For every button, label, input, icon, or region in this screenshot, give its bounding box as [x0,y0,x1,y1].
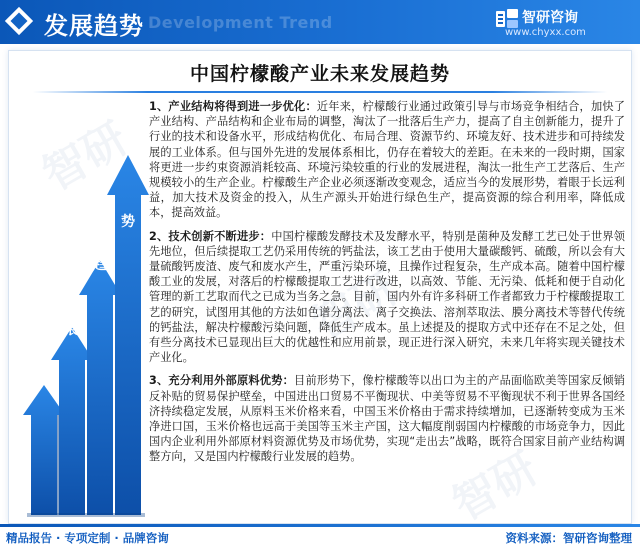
arrow-step-3 [79,260,121,515]
brand-name: 智研咨询 [522,10,578,26]
paragraph-body: 目前形势下，像柠檬酸等以出口为主的产品面临欧美等国家反倾销反补贴的贸易保护壁垒，中国进出口贸易不平衡现状、中美等贸易不平衡现状不利于世界各国经济持续稳定发展，从原料玉米价格来看，中国玉米价格由于需求持续增加，已逐渐转变成为玉米净进口国，玉米价格也远高于美国等玉米主产国，这大幅度削弱国内柠檬酸的市场竞争力，因此国内企业利用外部原材料资源优势及市场优势，实现“走出去”战略，既符合国家目前产业结构调整方向，又是国内柠檬酸行业发展的趋势。 [149,374,625,464]
trend-arrow-graphic [9,95,149,525]
diamond-icon [5,7,33,35]
paragraph-heading: 3、充分利用外部原料优势 [149,374,283,388]
footer-bar [0,524,640,548]
watermark: 智研 [444,442,547,531]
paragraph-heading: 2、技术创新不断进步 [149,229,260,243]
footer-source: 资料来源：智研咨询整理 [505,531,632,545]
footer-services: 精品报告 · 专项定制 · 品牌咨询 [6,531,169,545]
brand-logo [495,7,630,39]
arrow-step-1 [23,385,65,515]
watermark: 智研 [34,112,137,201]
title-divider [33,91,607,93]
arrow-step-4 [107,155,149,515]
footer-divider [0,524,640,527]
trend-paragraph-2: 2、技术创新不断进步：中国柠檬酸发酵技术及发酵水平，特别是菌种及发酵工艺已处于世界领先地位，但后续提取工艺仍采用传统的钙盐法，该工艺由于使用大量碳酸钙、硫酸，所以会有大量硫酸钙废渣、废气和废水产生，严重污染环境，且操作过程复杂，生产成本高。随着中国柠檬酸工业的发展，对落后的柠檬酸提取工艺进行改进，以高效、节能、无污染、低耗和便于自动化管理的新工艺取而代之已成为当务之急。目前，国内外有许多科研工作者都致力于柠檬酸提取工艺的研究，试图用其他的方法如色谱分离法、离子交换法、溶剂萃取法、膜分离技术等替代传统的钙盐法，解决柠檬酸污染问题，降低生产成本。虽上述提及的提取方式中还存在不足之处，但有些分离技术已显现出巨大的优越性和应用前景，现正进行深入研究，未来几年将实现关键技术产业化。 [149,229,625,365]
trend-text-block [149,99,625,473]
trend-paragraph-1: 1、产业结构将得到进一步优化：近年来，柠檬酸行业通过政策引导与市场竞争相结合，加快了产业结构、产品结构和企业布局的调整，淘汰了一批落后生产力，提高了自主创新能力，提升了行业的技术和设备水平，形成结构优化、布局合理、资源节约、环境友好、技术进步和可持续发展的工业体系。但与国外先进的发展体系相比，仍存在着较大的差距。在未来的一段时期，国家将更进一步约束资源消耗较高、环境污染较重的行业的发展进程，淘汰一批生产工艺落后、生产规模较小的生产企业。柠檬酸生产企业必须逐渐改变观念，适应当今的发展形势，着眼于长远利益，加大技术及资金的投入，从生产源头开始进行绿色生产，提高资源的综合利用率，降低成本，提高效益。 [149,100,625,220]
watermark: 智研 [304,262,407,351]
arrow-label-2: 展 [65,322,79,338]
arrow-label-1: 发 [37,372,51,388]
paragraph-body: 中国柠檬酸发酵技术及发酵水平，特别是菌种及发酵工艺已处于世界领先地位，但后续提取工艺仍采用传统的钙盐法，该工艺由于使用大量碳酸钙、硫酸，所以会有大量硫酸钙废渣、废气和废水产生，严重污染环境，且操作过程复杂，生产成本高。随着中国柠檬酸工业的发展，对落后的柠檬酸提取工艺进行改进，以高效、节能、无污染、低耗和便于自动化管理的新工艺取而代之已成为当务之急。目前，国内外有许多科研工作者都致力于柠檬酸提取工艺的研究，试图用其他的方法如色谱分离法、离子交换法、溶剂萃取法、膜分离技术等替代传统的钙盐法，解决柠檬酸污染问题，降低生产成本。虽上述提及的提取方式中还存在不足之处，但有些分离技术已显现出巨大的优越性和应用前景，现正进行深入研究，未来几年将实现关键技术产业化。 [149,229,625,365]
arrow-label-3: 趋 [93,257,107,273]
trend-paragraph-3: 3、充分利用外部原料优势：目前形势下，像柠檬酸等以出口为主的产品面临欧美等国家反倾销反补贴的贸易保护壁垒，中国进出口贸易不平衡现状、中美等贸易不平衡现状不利于世界各国经济持续稳定发展，从原料玉米价格来看，中国玉米价格由于需求持续增加，已逐渐转变成为玉米净进口国，玉米价格也远高于美国等玉米主产国，这大幅度削弱国内柠檬酸的市场竞争力，因此国内企业利用外部原材料资源优势及市场优势，实现“走出去”战略，既符合国家目前产业结构调整方向，又是国内柠檬酸行业发展的趋势。 [149,374,625,464]
card-title: 中国柠檬酸产业未来发展趋势 [189,63,450,85]
page-subtitle-en: Development Trend [148,13,333,32]
arrow-label-4: 势 [121,214,135,230]
content-card [8,50,632,531]
brand-url: www.chyxx.com [505,27,586,38]
paragraph-body: 近年来，柠檬酸行业通过政策引导与市场竞争相结合，加快了产业结构、产品结构和企业布局的调整，淘汰了一批落后生产力，提高了自主创新能力，提升了行业的技术和设备水平，形成结构优化、布局合理、资源节约、环境友好、技术进步和可持续发展的工业体系。但与国外先进的发展体系相比，仍存在着较大的差距。在未来的一段时期，国家将更进一步约束资源消耗较高、环境污染较重的行业的发展进程，淘汰一批生产工艺落后、生产规模较小的生产企业。柠檬酸生产企业必须逐渐改变观念，适应当今的发展形势，着眼于长远利益，加大技术及资金的投入，从生产源头开始进行绿色生产，提高资源的综合利用率，降低成本，提高效益。 [149,100,625,220]
header-bar [0,0,640,44]
page-title: 发展趋势 [44,12,144,40]
paragraph-heading: 1、产业结构将得到进一步优化 [149,100,306,113]
